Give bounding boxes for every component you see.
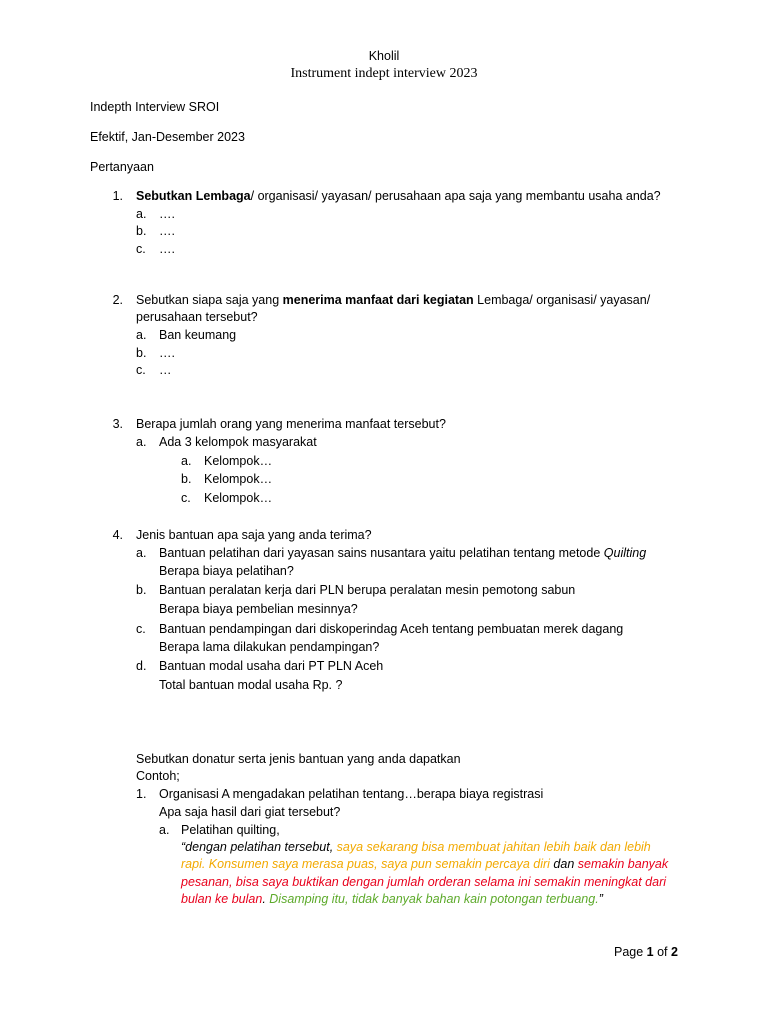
q4-item-a-main: Bantuan pelatihan dari yayasan sains nusantara yaitu pelatihan tentang metode	[159, 546, 604, 560]
q2-post: Lembaga/ organisasi/ yayasan/	[473, 293, 651, 307]
q2-pre: Sebutkan siapa saja yang	[136, 293, 283, 307]
q4-item-b-marker: b.	[136, 583, 147, 597]
q2-number: 2.	[112, 293, 123, 307]
q4-item-d-text: Bantuan modal usaha dari PT PLN Aceh	[159, 659, 384, 673]
q4-item-c-sub: Berapa lama dilakukan pendampingan?	[159, 640, 380, 654]
page-footer	[614, 943, 678, 961]
q2-text	[136, 291, 650, 309]
q3-sub-text: Ada 3 kelompok masyarakat	[159, 435, 317, 449]
quote-line-3	[181, 873, 666, 891]
quote-line-2	[181, 855, 668, 873]
donor-item-text: Organisasi A mengadakan pelatihan tentang…berapa biaya registrasi	[159, 787, 544, 801]
q2-item-a-text: Ban keumang	[159, 328, 237, 342]
q2-item-a-marker: a.	[136, 328, 147, 342]
q2-bold: menerima manfaat dari kegiatan	[282, 293, 474, 307]
intro-line-3: Pertanyaan	[90, 160, 154, 174]
quote-l2-black: dan	[549, 857, 578, 871]
page-number: 1	[646, 945, 654, 959]
donor-sub-text: Pelatihan quilting,	[181, 823, 280, 837]
donor-sub-marker: a.	[159, 823, 170, 837]
donor-item-number: 1.	[136, 787, 147, 801]
q1-rest: / organisasi/ yayasan/ perusahaan apa saja yang membantu usaha anda?	[250, 189, 661, 203]
q3-number: 3.	[112, 417, 123, 431]
q3-item-a-text: Kelompok…	[204, 454, 273, 468]
q1-item-c-text: ….	[159, 242, 175, 256]
q3-text: Berapa jumlah orang yang menerima manfaat tersebut?	[136, 417, 446, 431]
quote-line-1	[181, 838, 651, 856]
q1-item-b-text: ….	[159, 224, 175, 238]
q1-item-a-marker: a.	[136, 207, 147, 221]
q2-item-c-text: …	[159, 363, 172, 377]
intro-line-2: Efektif, Jan-Desember 2023	[90, 130, 245, 144]
quote-l1-black: “dengan pelatihan tersebut,	[181, 840, 337, 854]
quote-l4-red: bulan ke bulan	[181, 892, 263, 906]
q4-number: 4.	[112, 528, 123, 542]
q4-item-c-text: Bantuan pendampingan dari diskoperindag Aceh tentang pembuatan merek dagang	[159, 622, 624, 636]
page-total: 2	[671, 945, 678, 959]
donor-line-1: Sebutkan donatur serta jenis bantuan yang anda dapatkan	[136, 752, 461, 766]
q3-item-a-marker: a.	[181, 454, 192, 468]
q4-text: Jenis bantuan apa saja yang anda terima?	[136, 528, 372, 542]
quote-l3-red: pesanan, bisa saya buktikan dengan jumlah orderan selama ini semakin meningkat dari	[181, 875, 667, 889]
donor-line-2: Contoh;	[136, 769, 180, 783]
q1-item-a-text: ….	[159, 207, 175, 221]
document-title: Instrument indept interview 2023	[290, 66, 478, 81]
q4-item-a-marker: a.	[136, 546, 147, 560]
quote-l2-orange: rapi. Konsumen saya merasa puas, saya pun semakin percaya diri	[181, 857, 550, 871]
quote-l2-red: semakin banyak	[577, 857, 669, 871]
quote-line-4	[181, 890, 603, 908]
q1-number: 1.	[112, 189, 123, 203]
quote-l4-end: ”	[598, 892, 603, 906]
donor-item-text-2: Apa saja hasil dari giat tersebut?	[159, 805, 341, 819]
q4-item-a-italic: Quilting	[603, 546, 647, 560]
q4-item-b-sub: Berapa biaya pembelian mesinnya?	[159, 602, 358, 616]
q4-item-a-text	[159, 544, 646, 562]
q4-item-a-sub: Berapa biaya pelatihan?	[159, 564, 294, 578]
page-label: Page	[614, 945, 647, 959]
q4-item-d-sub: Total bantuan modal usaha Rp. ?	[159, 678, 343, 692]
q2-item-b-marker: b.	[136, 346, 147, 360]
q4-item-d-marker: d.	[136, 659, 147, 673]
of-label: of	[653, 945, 671, 959]
q3-item-b-text: Kelompok…	[204, 472, 273, 486]
quote-l4-green: Disamping itu, tidak banyak bahan kain potongan terbuang.	[269, 892, 599, 906]
q1-item-c-marker: c.	[136, 242, 146, 256]
q2-item-b-text: ….	[159, 346, 175, 360]
intro-line-1: Indepth Interview SROI	[90, 100, 220, 114]
q2-item-c-marker: c.	[136, 363, 146, 377]
q2-text-line-2: perusahaan tersebut?	[136, 310, 258, 324]
q3-item-c-marker: c.	[181, 491, 191, 505]
q3-item-b-marker: b.	[181, 472, 192, 486]
quote-l4-black: .	[262, 892, 270, 906]
q1-item-b-marker: b.	[136, 224, 147, 238]
q3-sub-marker: a.	[136, 435, 147, 449]
q1-text	[136, 187, 661, 205]
author-name: Kholil	[368, 49, 400, 63]
q1-bold: Sebutkan Lembaga	[136, 189, 251, 203]
q3-item-c-text: Kelompok…	[204, 491, 273, 505]
quote-l1-orange: saya sekarang bisa membuat jahitan lebih baik dan lebih	[336, 840, 651, 854]
q4-item-b-text: Bantuan peralatan kerja dari PLN berupa peralatan mesin pemotong sabun	[159, 583, 576, 597]
q4-item-c-marker: c.	[136, 622, 146, 636]
document-header	[0, 47, 768, 83]
